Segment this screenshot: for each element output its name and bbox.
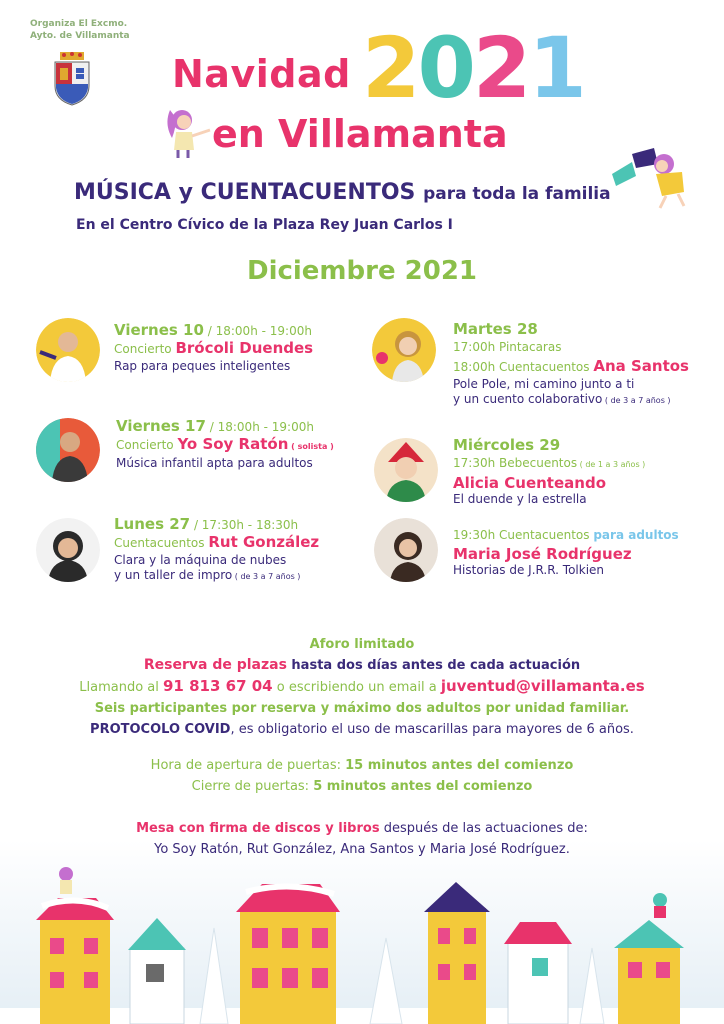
title-villamanta: en Villamanta <box>212 112 508 156</box>
artist-photo-avatar <box>36 418 100 482</box>
organizer-text: Organiza El Excmo. Ayto. de Villamanta <box>30 19 130 41</box>
venue-text: En el Centro Cívico de la Plaza Rey Juan Carlos I <box>76 217 453 233</box>
doors-info: Hora de apertura de puertas: 15 minutos antes del comienzo Cierre de puertas: 5 minutos antes del comienzo <box>150 758 574 794</box>
artist-photo-avatar <box>36 318 100 382</box>
signing-info: Mesa con firma de discos y libros después de las actuaciones de: Yo Soy Ratón, Rut González, Ana Santos y Maria José Rodríguez. <box>136 821 588 857</box>
artist-photo-avatar <box>372 318 436 382</box>
artist-photo-avatar <box>36 518 100 582</box>
artist-photo-avatar <box>374 518 438 582</box>
month-heading: Diciembre 2021 <box>246 256 478 286</box>
coat-of-arms-icon <box>52 52 92 106</box>
girl-illustration-icon <box>162 104 216 160</box>
event-text-viernes-17: Viernes 17 / 18:00h - 19:00h Concierto Yo Soy Ratón ( solista ) Música infantil apta para adultos <box>116 417 334 470</box>
title-year: 2021 <box>362 19 584 117</box>
title-navidad: Navidad <box>172 52 351 96</box>
event-text-martes-28: Martes 28 17:00h Pintacaras 18:00h Cuentacuentos Ana Santos Pole Pole, mi camino junto a ti y un cuento colaborativo ( de 3 a 7 años ) <box>453 320 689 406</box>
event-text-miercoles-29: Miércoles 29 17:30h Bebecuentos ( de 1 a 3 años ) Alicia Cuenteando El duende y la estrella <box>453 436 646 506</box>
event-text-viernes-10: Viernes 10 / 18:00h - 19:00h Concierto Brócoli Duendes Rap para peques inteligentes <box>114 321 314 373</box>
event-text-lunes-27: Lunes 27 / 17:30h - 18:30h Cuentacuentos Rut González Clara y la máquina de nubes y un taller de impro ( de 3 a 7 años ) <box>114 515 320 582</box>
subtitle: MÚSICA y CUENTACUENTOS para toda la familia <box>74 180 611 205</box>
event-text-adultos: 19:30h Cuentacuentos para adultos Maria José Rodríguez Historias de J.R.R. Tolkien <box>453 528 679 577</box>
info-block: Aforo limitado Reserva de plazas hasta dos días antes de cada actuación Llamando al 91 813 67 04 o escribiendo un email a juventud@villamanta.es Seis participantes por reserva y máximo dos adultos por unidad familiar. PROTOCOLO COVID, es obligatorio el uso de mascarillas para mayores de 6 años. <box>79 637 645 737</box>
flying-girl-illustration-icon <box>606 144 690 212</box>
artist-photo-avatar <box>374 438 438 502</box>
town-illustration-icon <box>0 858 724 1024</box>
